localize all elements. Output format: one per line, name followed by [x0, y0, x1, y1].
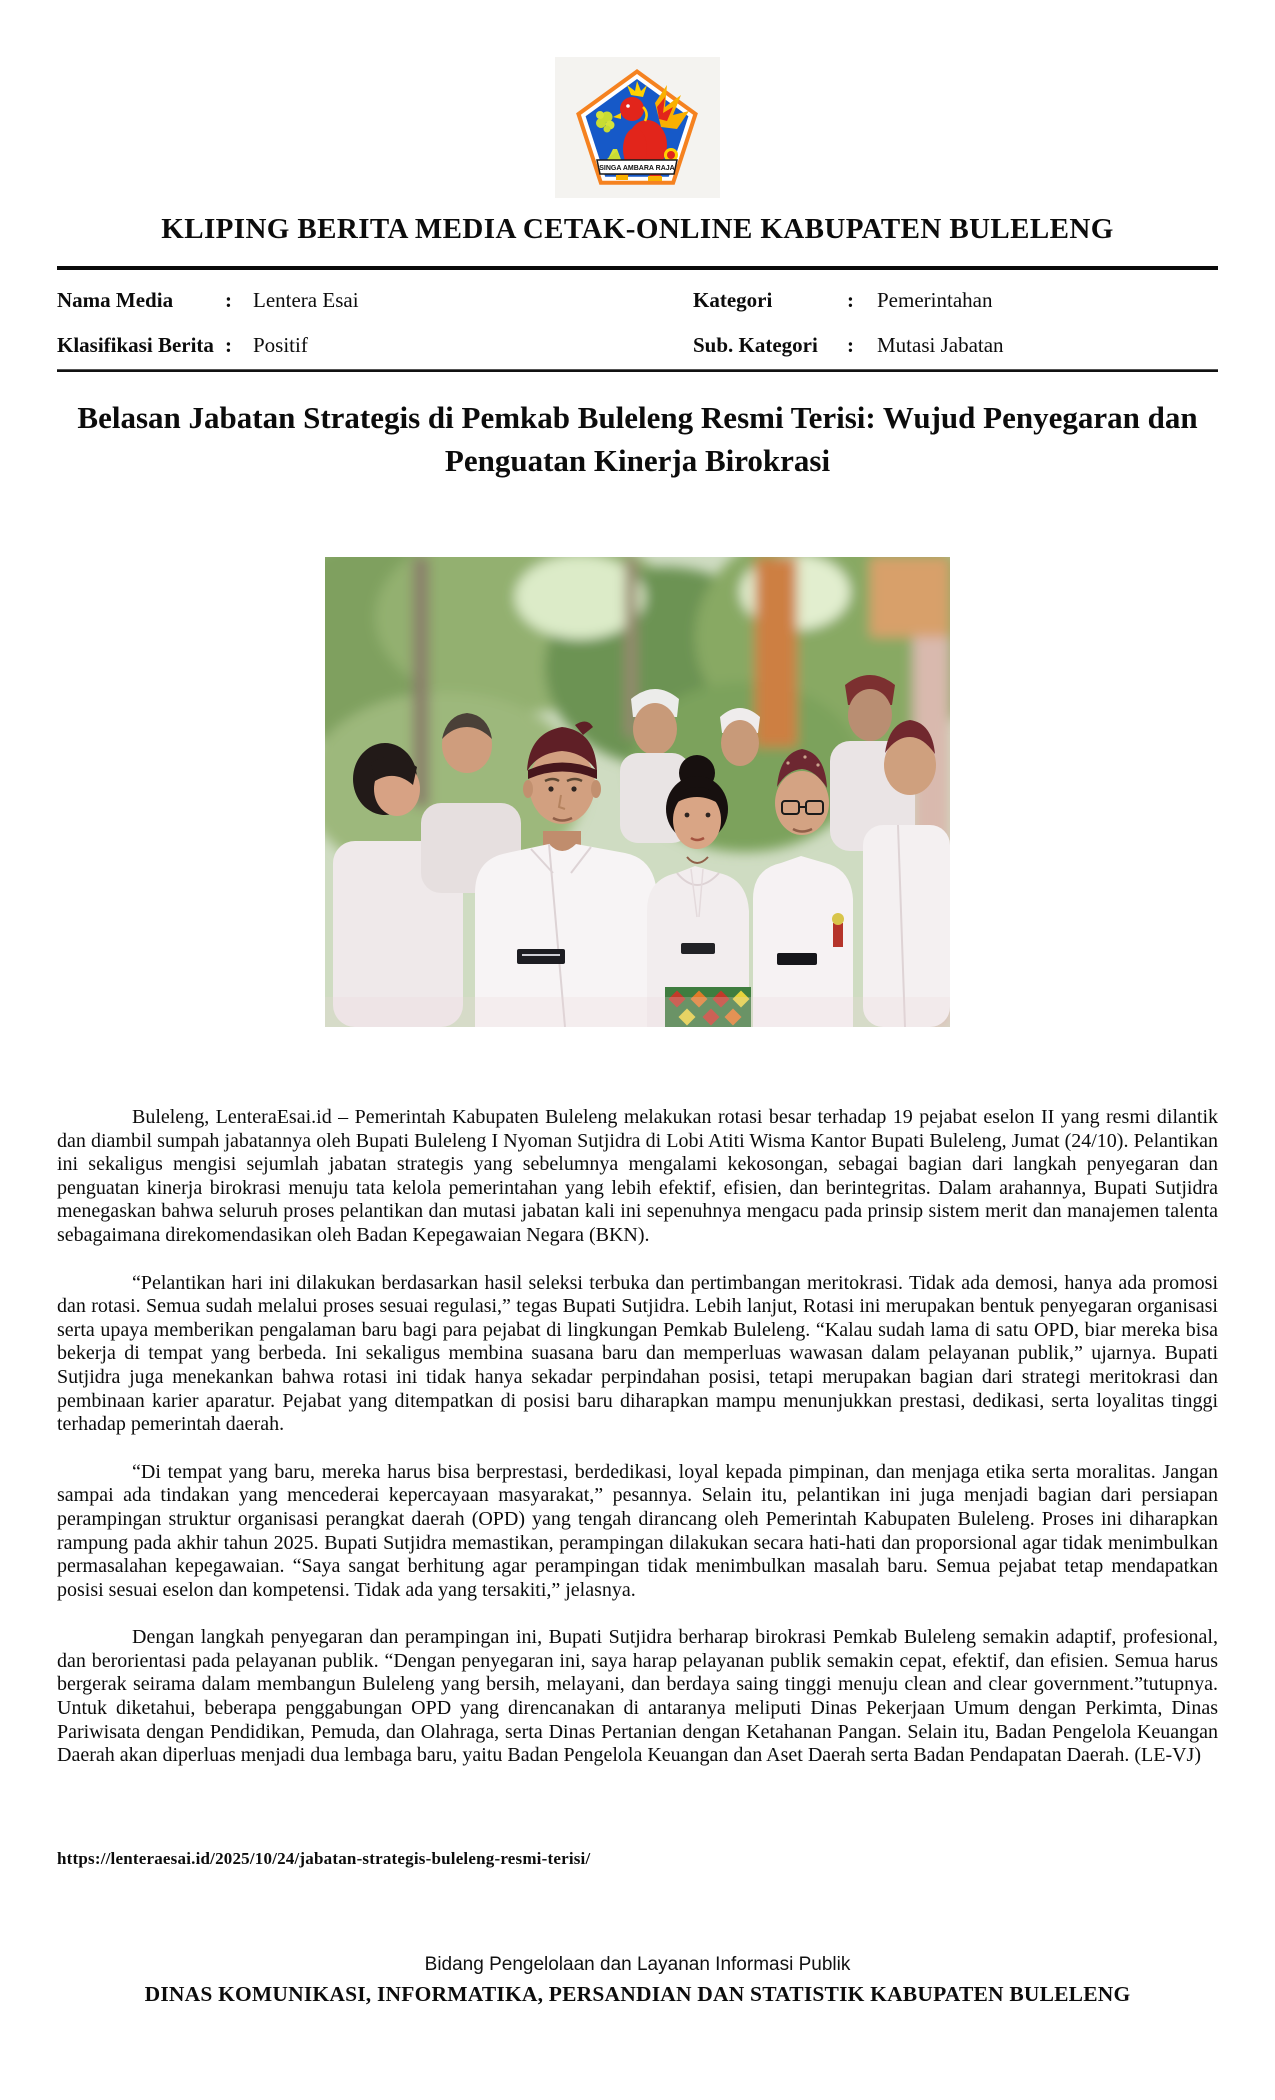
meta-row-2	[57, 333, 1218, 367]
klasifikasi-berita-value: Positif	[253, 333, 308, 357]
source-url: https://lenteraesai.id/2025/10/24/jabatan-strategis-buleleng-resmi-terisi/	[57, 1849, 591, 1868]
article-paragraph-4: Dengan langkah penyegaran dan perampingan ini, Bupati Sutjidra berharap birokrasi Pemkab Buleleng semakin adaptif, profesional, dan berorientasi pada pelayanan publik. “Dengan penyegaran ini, saya harap pelayanan publik semakin cepat, efektif, dan efisien. Semua harus bergerak seirama dalam membangun Buleleng yang bersih, melayani, dan berdaya saing tinggi menuju clean and clear government.”tutupnya. Untuk diketahui, beberapa penggabungan OPD yang direncanakan di antaranya meliputi Dinas Pekerjaan Umum dengan Perkimta, Dinas Pariwisata dengan Pendidikan, Pemuda, dan Olahraga, serta Dinas Pertanian dengan Ketahanan Pangan. Selain itu, Badan Pengelola Keuangan Daerah akan diperluas menjadi dua lembaga baru, yaitu Badan Pengelola Keuangan dan Aset Daerah serta Badan Pendapatan Daerah. (LE-VJ)	[57, 1626, 1218, 1767]
nama-media-value: Lentera Esai	[253, 288, 359, 312]
divider-meta-bottom	[57, 369, 1218, 372]
kategori-value: Pemerintahan	[877, 288, 993, 312]
article-title: Belasan Jabatan Strategis di Pemkab Buleleng Resmi Terisi: Wujud Penyegaran dan Penguatan Kinerja Birokrasi	[77, 400, 1198, 478]
footer-division-line: Bidang Pengelolaan dan Layanan Informasi Publik	[424, 1954, 851, 1975]
footer-agency-line: DINAS KOMUNIKASI, INFORMATIKA, PERSANDIAN DAN STATISTIK KABUPATEN BULELENG	[144, 1982, 1131, 2006]
page-title: KLIPING BERITA MEDIA CETAK-ONLINE KABUPATEN BULELENG	[161, 213, 1114, 245]
sub-kategori-label: Sub. Kategori	[693, 333, 818, 357]
colon: :	[225, 333, 232, 357]
kategori-label: Kategori	[693, 288, 773, 312]
colon: :	[225, 288, 232, 312]
colon: :	[847, 333, 854, 357]
logo-banner-text: SINGA AMBARA RAJA	[599, 165, 675, 172]
regency-crest-icon	[555, 57, 720, 198]
article-body	[57, 1106, 1218, 1792]
inauguration-photo-illustration	[325, 557, 950, 1027]
article-paragraph-1: Buleleng, LenteraEsai.id – Pemerintah Kabupaten Buleleng melakukan rotasi besar terhadap 19 pejabat eselon II yang resmi dilantik dan diambil sumpah jabatannya oleh Bupati Buleleng I Nyoman Sutjidra di Lobi Atiti Wisma Kantor Bupati Buleleng, Jumat (24/10). Pelantikan ini sekaligus mengisi sejumlah jabatan strategis yang sebelumnya mengalami kekosongan, sebagai bagian dari langkah penyegaran dan penguatan kinerja birokrasi menuju tata kelola pemerintahan yang lebih efektif, efisien, dan berintegritas. Dalam arahannya, Bupati Sutjidra menegaskan bahwa seluruh proses pelantikan dan mutasi jabatan kali ini sepenuhnya mengacu pada prinsip sistem merit dan manajemen talenta sebagaimana direkomendasikan oleh Badan Kepegawaian Negara (BKN).	[57, 1106, 1218, 1246]
sub-kategori-value: Mutasi Jabatan	[877, 333, 1004, 357]
divider-top	[57, 266, 1218, 270]
buleleng-regency-logo	[555, 57, 720, 198]
article-paragraph-2: “Pelantikan hari ini dilakukan berdasarkan hasil seleksi terbuka dan pertimbangan meritokrasi. Tidak ada demosi, hanya ada promosi dan rotasi. Semua sudah melalui proses sesuai regulasi,” tegas Bupati Sutjidra. Lebih lanjut, Rotasi ini merupakan bentuk penyegaran organisasi serta upaya memberikan pengalaman baru bagi para pejabat di lingkungan Pemkab Buleleng. “Kalau sudah lama di satu OPD, biar mereka bisa bekerja di tempat yang berbeda. Ini sekaligus membina suasana baru dan memperluas wawasan dalam pelayanan publik,” ujarnya. Bupati Sutjidra juga menekankan bahwa rotasi ini tidak hanya sekadar perpindahan posisi, tetapi merupakan bagian dari strategi meritokrasi dan pembinaan karier aparatur. Pejabat yang ditempatkan di posisi baru diharapkan mampu menunjukkan prestasi, dedikasi, serta loyalitas tinggi terhadap pemerintah daerah.	[57, 1271, 1218, 1436]
klasifikasi-berita-label: Klasifikasi Berita	[57, 333, 214, 357]
meta-row-1	[57, 288, 1218, 322]
logo-banner	[597, 160, 677, 174]
nama-media-label: Nama Media	[57, 288, 174, 312]
article-photo	[325, 557, 950, 1027]
colon: :	[847, 288, 854, 312]
article-paragraph-3: “Di tempat yang baru, mereka harus bisa berprestasi, berdedikasi, loyal kepada pimpinan, dan menjaga etika serta moralitas. Jangan sampai ada tindakan yang mencederai kepercayaan masyarakat,” pesannya. Selain itu, pelantikan ini juga menjadi bagian dari persiapan perampingan struktur organisasi perangkat daerah (OPD) yang tengah dirancang oleh Pemerintah Kabupaten Buleleng. Proses ini diharapkan rampung pada akhir tahun 2025. Bupati Sutjidra memastikan, perampingan dilakukan secara hati-hati dan proporsional agar tidak menimbulkan permasalahan kepegawaian. “Saya sangat berhitung agar perampingan tidak menimbulkan masalah baru. Semua pejabat tetap mendapatkan posisi sesuai eselon dan kompetensi. Tidak ada yang tersakiti,” jelasnya.	[57, 1460, 1218, 1601]
